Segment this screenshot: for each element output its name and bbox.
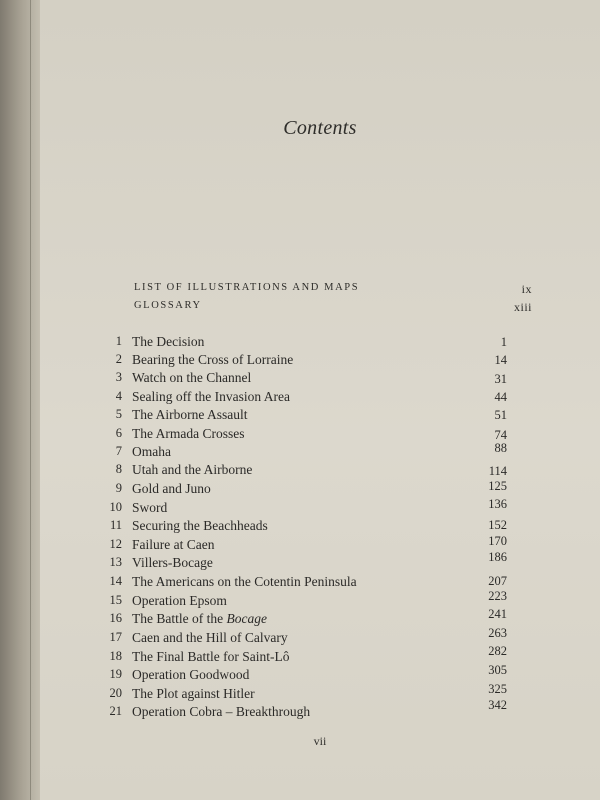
book-gutter — [0, 0, 40, 800]
chapter-page: 31 — [494, 372, 507, 386]
chapter-row — [40, 518, 600, 538]
chapter-number: 6 — [115, 426, 122, 440]
chapter-number: 4 — [115, 389, 122, 403]
chapter-title-emphasis: Bocage — [226, 611, 267, 626]
chapter-title: Sealing off the Invasion Area — [132, 389, 290, 404]
chapter-title-text: The Battle of the — [132, 611, 227, 626]
page-title: Contents — [283, 117, 357, 139]
chapter-title: Bearing the Cross of Lorraine — [132, 352, 294, 367]
chapter-page: 207 — [488, 574, 507, 588]
chapter-row — [40, 607, 600, 631]
chapter-number: 1 — [115, 334, 122, 348]
chapter-title: The Decision — [132, 334, 205, 349]
chapter-row — [40, 462, 600, 482]
chapter-row — [40, 644, 600, 669]
chapter-title: Sword — [132, 500, 168, 515]
chapter-page: 1 — [500, 335, 507, 349]
chapter-row — [40, 441, 600, 464]
chapter-number: 9 — [115, 481, 122, 495]
chapter-page: 114 — [488, 464, 507, 478]
chapter-row — [40, 626, 600, 650]
chapter-number: 17 — [109, 630, 122, 644]
chapter-row — [40, 550, 600, 575]
chapter-title: The Final Battle for Saint-Lô — [132, 649, 290, 664]
chapter-number: 5 — [115, 407, 122, 421]
chapter-title: Operation Cobra – Breakthrough — [132, 704, 311, 719]
chapter-page: 170 — [488, 534, 507, 548]
chapter-number: 19 — [109, 667, 122, 681]
chapter-number: 11 — [109, 518, 122, 532]
chapter-row — [40, 534, 600, 557]
chapter-number: 3 — [115, 370, 122, 384]
chapter-number: 14 — [109, 574, 122, 588]
chapter-title: Operation Epsom — [132, 593, 227, 608]
chapter-number: 20 — [109, 686, 122, 700]
chapter-page: 305 — [488, 663, 507, 677]
chapter-row — [40, 698, 600, 724]
chapter-number: 2 — [115, 352, 122, 366]
chapter-row — [40, 663, 600, 687]
chapter-row — [40, 352, 600, 372]
chapter-row — [40, 497, 600, 520]
chapter-title: Failure at Caen — [132, 537, 215, 552]
chapter-page: 325 — [488, 682, 507, 696]
chapter-number: 12 — [109, 537, 122, 551]
chapter-title: The Airborne Assault — [132, 407, 248, 422]
front-matter-label: GLOSSARY — [134, 300, 202, 311]
front-matter-page: ix — [521, 282, 532, 296]
front-matter-label: LIST OF ILLUSTRATIONS AND MAPS — [134, 282, 360, 293]
chapter-title: Securing the Beachheads — [132, 518, 268, 533]
chapter-page: 14 — [494, 353, 507, 367]
chapter-page: 152 — [488, 518, 507, 532]
chapter-title: The Armada Crosses — [132, 426, 245, 441]
chapter-row — [40, 481, 600, 501]
front-matter-page: xiii — [513, 300, 532, 314]
page-number: vii — [313, 734, 327, 748]
chapter-title: Watch on the Channel — [132, 370, 252, 385]
chapter-page: 186 — [488, 550, 507, 564]
page-edge-line — [30, 0, 31, 800]
front-matter-row — [134, 282, 532, 298]
chapter-title: The Americans on the Cotentin Peninsula — [132, 574, 357, 589]
chapter-row — [40, 426, 600, 446]
chapter-number: 18 — [109, 649, 122, 663]
chapter-page: 342 — [488, 698, 507, 712]
chapter-page: 223 — [488, 589, 507, 603]
chapter-title: Operation Goodwood — [132, 667, 250, 682]
chapter-number: 7 — [115, 444, 122, 458]
chapter-page: 88 — [494, 441, 507, 455]
chapter-page: 136 — [488, 497, 507, 511]
chapter-row — [40, 389, 600, 409]
chapter-row — [40, 589, 600, 613]
chapter-page: 241 — [488, 607, 507, 621]
chapter-page: 44 — [494, 390, 507, 404]
book-page — [40, 0, 600, 800]
chapter-title: The Plot against Hitler — [132, 686, 255, 701]
chapter-row — [40, 407, 600, 427]
chapter-row — [40, 574, 600, 594]
chapter-title: Omaha — [132, 444, 171, 459]
chapter-title: Caen and the Hill of Calvary — [132, 630, 288, 645]
chapter-number: 15 — [109, 593, 122, 607]
chapter-row — [40, 682, 600, 706]
chapter-title — [132, 611, 267, 627]
chapter-title: Villers-Bocage — [132, 555, 213, 570]
chapter-number: 21 — [109, 704, 122, 718]
front-matter-row — [134, 300, 532, 316]
chapter-number: 8 — [115, 462, 122, 476]
chapter-title: Utah and the Airborne — [132, 462, 253, 477]
chapter-number: 16 — [109, 611, 122, 625]
chapter-number: 10 — [109, 500, 122, 514]
chapter-number: 13 — [109, 555, 122, 569]
chapter-page: 74 — [494, 428, 507, 442]
chapter-page: 51 — [494, 408, 507, 422]
chapter-page: 263 — [488, 626, 507, 640]
chapter-row — [40, 370, 600, 390]
chapter-page: 125 — [488, 479, 507, 493]
chapter-page: 282 — [488, 644, 507, 658]
chapter-row — [40, 334, 600, 354]
chapter-title: Gold and Juno — [132, 481, 211, 496]
